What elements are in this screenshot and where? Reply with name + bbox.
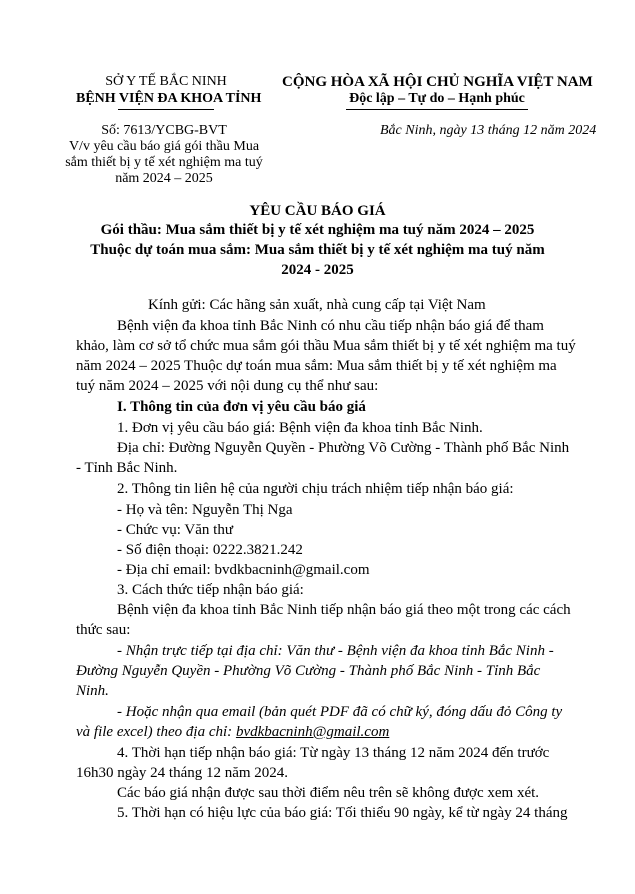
address-line: Địa chỉ: Đường Nguyễn Quyền - Phường Võ Cường - Thành phố Bắc Ninh bbox=[117, 440, 570, 456]
item-4: 4. Thời hạn tiếp nhận báo giá: Từ ngày 13 tháng 12 năm 2024 đến trước bbox=[117, 745, 550, 761]
address-line: - Tỉnh Bắc Ninh. bbox=[76, 460, 178, 476]
direct-line: - Nhận trực tiếp tại địa chỉ: Văn thư - Bệnh viện đa khoa tỉnh Bắc Ninh - bbox=[117, 643, 554, 659]
national-title: CỘNG HÒA XÃ HỘI CHỦ NGHĨA VIỆT NAM bbox=[282, 74, 593, 90]
place-date: Bắc Ninh, ngày 13 tháng 12 năm 2024 bbox=[380, 123, 597, 138]
intro-line: năm 2024 – 2025 Thuộc dự toán mua sắm: Mua sắm thiết bị y tế xét nghiệm ma bbox=[76, 358, 557, 374]
national-motto: Độc lập – Tự do – Hạnh phúc bbox=[349, 91, 525, 106]
greeting: Kính gửi: Các hãng sản xuất, nhà cung cấp tại Việt Nam bbox=[148, 297, 486, 313]
email-option-prefix: và file excel) theo địa chỉ: bbox=[76, 724, 236, 740]
email-option-line2 bbox=[76, 724, 389, 741]
section-1-heading: I. Thông tin của đơn vị yêu cầu báo giá bbox=[117, 399, 366, 415]
item-2: 2. Thông tin liên hệ của người chịu trách nhiệm tiếp nhận báo giá: bbox=[117, 481, 514, 497]
late-note: Các báo giá nhận được sau thời điểm nêu trên sẽ không được xem xét. bbox=[117, 785, 540, 801]
email-link[interactable]: bvdkbacninh@gmail.com bbox=[235, 724, 390, 740]
title-estimate: Thuộc dự toán mua sắm: Mua sắm thiết bị y tế xét nghiệm ma tuý năm bbox=[90, 242, 545, 258]
intro-line: khảo, làm cơ sở tổ chức mua sắm gói thầu Mua sắm thiết bị y tế xét nghiệm ma tuý bbox=[76, 338, 576, 354]
item-3: 3. Cách thức tiếp nhận báo giá: bbox=[117, 582, 304, 598]
title-estimate-year: 2024 - 2025 bbox=[281, 262, 354, 278]
contact-email: - Địa chỉ email: bvdkbacninh@gmail.com bbox=[117, 562, 370, 578]
motto-underline bbox=[346, 109, 528, 110]
subject-line: sắm thiết bị y tế xét nghiệm ma tuý bbox=[65, 155, 263, 170]
org-parent: SỞ Y TẾ BẮC NINH bbox=[105, 74, 227, 89]
subject-line: V/v yêu cầu báo giá gói thầu Mua bbox=[68, 139, 260, 154]
contact-position: - Chức vụ: Văn thư bbox=[117, 522, 233, 538]
item-5: 5. Thời hạn có hiệu lực của báo giá: Tối thiểu 90 ngày, kể từ ngày 24 tháng bbox=[117, 805, 568, 821]
item-1: 1. Đơn vị yêu cầu báo giá: Bệnh viện đa khoa tỉnh Bắc Ninh. bbox=[117, 420, 483, 436]
subject-line: năm 2024 – 2025 bbox=[115, 171, 213, 186]
intro-line: Bệnh viện đa khoa tỉnh Bắc Ninh có nhu cầu tiếp nhận báo giá để tham bbox=[117, 318, 544, 334]
contact-phone: - Số điện thoại: 0222.3821.242 bbox=[117, 542, 303, 558]
receive-line: Bệnh viện đa khoa tỉnh Bắc Ninh tiếp nhận báo giá theo một trong các cách bbox=[117, 602, 571, 618]
title-package: Gói thầu: Mua sắm thiết bị y tế xét nghiệm ma tuý năm 2024 – 2025 bbox=[100, 222, 535, 238]
direct-line: Đường Nguyễn Quyền - Phường Võ Cường - Thành phố Bắc Ninh - Tỉnh Bắc bbox=[76, 663, 541, 679]
document-title: YÊU CẦU BÁO GIÁ bbox=[249, 203, 386, 219]
direct-line: Ninh. bbox=[76, 683, 109, 699]
org-name: BỆNH VIỆN ĐA KHOA TỈNH bbox=[76, 91, 262, 106]
item-4-cont: 16h30 ngày 24 tháng 12 năm 2024. bbox=[76, 765, 289, 781]
receive-line: thức sau: bbox=[76, 622, 131, 638]
doc-number: Số: 7613/YCBG-BVT bbox=[101, 123, 227, 138]
contact-name: - Họ và tên: Nguyễn Thị Nga bbox=[117, 502, 293, 518]
org-underline bbox=[118, 109, 214, 110]
email-option-line: - Hoặc nhận qua email (bản quét PDF đã có chữ ký, đóng dấu đỏ Công ty bbox=[117, 704, 563, 720]
intro-line: tuý năm 2024 – 2025 với nội dung cụ thể như sau: bbox=[76, 378, 379, 394]
